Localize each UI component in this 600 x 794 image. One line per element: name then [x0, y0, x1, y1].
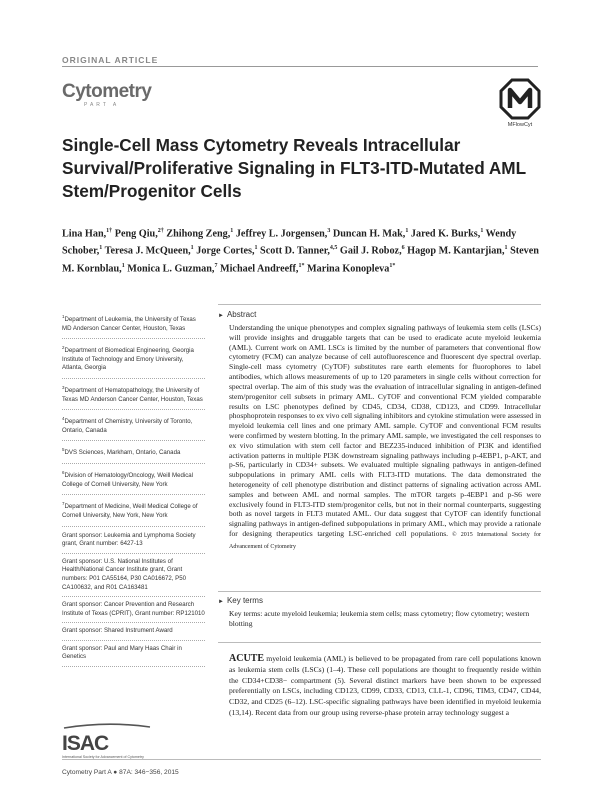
- grant-item: Grant sponsor: Cancer Prevention and Research Institute of Texas (CPRIT), Grant number: RP121010: [62, 601, 205, 623]
- grant-item: Grant sponsor: Shared Instrument Award: [62, 627, 205, 641]
- journal-name: Cytometry: [62, 81, 152, 102]
- keywords-divider: [218, 591, 541, 592]
- affiliation-item: $^5$DVS Sciences, Markham, Ontario, Canada: [62, 446, 205, 464]
- keywords-heading: ► Key terms: [218, 596, 263, 605]
- article-title: Single-Cell Mass Cytometry Reveals Intracellular Survival/Proliferative Signaling in FLT3-ITD-Mutated AML Stem/Progenitor Cells: [62, 135, 526, 201]
- isac-swoosh-icon: [62, 723, 152, 729]
- page-footer: Cytometry Part A ● 87A: 346−356, 2015: [62, 769, 179, 776]
- body-text: [229, 654, 541, 719]
- journal-logo: [62, 82, 151, 108]
- abstract-text: Understanding the unique phenotypes and complex signaling pathways of leukemia stem cells (LSCs) will provide insights and druggable targets that can be used to eradicate acute myeloid leukemia (AML). Current work on AML LSCs is limited by the number of parameters that conventional flow cytometry (FCM) can analyze because of cell autofluorescence and fluorescent dye spectral overlap. Single-cell mass cytometry (CyTOF) substitutes rare earth elements for fluorophores to label antibodies, which allows measurements of up to 120 parameters in single cells without correction for spectral overlap. The aim of this study was the evaluation of intracellular signaling in antigen-defined stem/progenitor cell subsets in primary AML. CyTOF and conventional FCM yielded comparable results on LSC phenotypes defined by CD45, CD34, CD38, CD123, and CD99. Intracellular phosphoprotein responses to ex vivo cell signaling inhibitors and cytokine stimulation were assessed in myeloid leukemia cell lines and one primary AML sample. CyTOF and conventional FCM results were confirmed by western blotting. In the primary AML sample, we investigated the cell responses to ex vivo stimulation with stem cell factor and BEZ235-induced inhibition of PI3K and identified activation patterns in multiple PI3K downstream signaling pathways including p-4EBP1, p-AKT, and p-S6, particularly in CD34+ subsets. We evaluated multiple signaling pathways in antigen-defined subpopulations in primary AML cells with FLT3-ITD mutations. The data demonstrated the heterogeneity of cell phenotype distribution and distinct patterns of signaling activation across AML samples and between AML and normal samples. The mTOR targets p-4EBP1 and p-S6 were exclusively found in FLT3-ITD stem/progenitor cells, but not in their normal counterparts, suggesting both as novel targets in FLT3 mutated AML. Our data suggest that CyTOF can identify functional signaling pathways in antigen-defined subpopulations in primary AML, which may provide a rationale for designing therapeutics targeting LSC-enriched cell populations.: [229, 323, 541, 539]
- sidebar: [62, 313, 205, 671]
- octagon-m-icon: [499, 78, 541, 120]
- isac-name: ISAC: [62, 732, 109, 755]
- footer-divider: [62, 759, 541, 760]
- abstract-body: [229, 323, 541, 553]
- keywords-text: Key terms: acute myeloid leukemia; leukemia stem cells; mass cytometry; flow cytometry; western blotting: [229, 609, 530, 628]
- top-divider: [62, 66, 538, 67]
- author-list: Lina Han,$^{1\dagger}$ Peng Qiu,$^{2\dagger}$ Zhihong Zeng,$^1$ Jeffrey L. Jorgensen,$^3$ Duncan H. Mak,$^1$ Jared K. Burks,$^1$ Wendy Schober,$^1$ Teresa J. McQueen,$^1$ Jorge Cortes,$^1$ Scott D. Tanner,$^{4,5}$ Gail J. Roboz,$^6$ Hagop M. Kantarjian,$^1$ Steven M. Kornblau,$^1$ Monica L. Guzman,$^7$ Michael Andreeff,$^{1*}$ Marina Konopleva$^{1*}$: [62, 228, 539, 275]
- affiliation-item: $^4$Department of Chemistry, University of Toronto, Ontario, Canada: [62, 415, 205, 441]
- affiliation-item: $^1$Department of Leukemia, the University of Texas MD Anderson Cancer Center, Houston, Texas: [62, 313, 205, 339]
- grant-item: Grant sponsor: U.S. National Institutes of Health/National Cancer Institute grant, Grant numbers: P01 CA55164, P30 CA016672, P50 CA100632, and R01 CA163481: [62, 558, 205, 597]
- body-divider: [218, 642, 541, 643]
- society-logo: [499, 78, 541, 128]
- abstract-heading: ► Abstract: [218, 310, 256, 319]
- section-label: ORIGINAL ARTICLE: [62, 55, 159, 65]
- affiliation-item: $^6$Division of Hematology/Oncology, Weill Medical College of Cornell University, New York: [62, 469, 205, 495]
- society-logo-caption: MFlowCyt: [507, 122, 533, 128]
- isac-logo: [62, 716, 152, 759]
- affiliation-item: $^2$Department of Biomedical Engineering, Georgia Institute of Technology and Emory University, Atlanta, Georgia: [62, 344, 205, 379]
- isac-tagline: International Society for Advancement of Cytometry: [62, 755, 144, 759]
- grant-item: Grant sponsor: Paul and Mary Haas Chair in Genetics: [62, 645, 205, 667]
- affiliation-item: $^7$Department of Medicine, Weill Medical College of Cornell University, New York, New York: [62, 500, 205, 526]
- body-lead-word: ACUTE: [229, 653, 265, 664]
- abstract-copyright: © 2015 International Society for Advancement of Cytometry: [229, 532, 541, 550]
- affiliation-list: [62, 313, 205, 527]
- affiliation-item: $^3$Department of Hematopathology, the University of Texas MD Anderson Cancer Center, Houston, Texas: [62, 384, 205, 410]
- grant-item: Grant sponsor: Leukemia and Lymphoma Society grant, Grant number: 6427-13: [62, 532, 205, 554]
- header-divider: [218, 304, 541, 305]
- grant-list: [62, 532, 205, 668]
- body-paragraph: myeloid leukemia (AML) is believed to be propagated from rare cell populations known as leukemia stem cells (LSCs) (1–4). These cell populations are thought to frequently reside within the CD34+CD38− compartment (5). Several distinct markers have been shown to be expressed preferentially on LSCs, including CD123, CD99, CD33, CD13, CLL-1, CD96, TIM3, CD47, CD44, CD32, and CD25 (6–12). LSC-specific signaling pathways have been identified in myeloid leukemia (13,14). Recent data from our group using reverse-phase protein array technology suggest a: [229, 654, 541, 717]
- journal-part: PART A: [84, 102, 120, 108]
